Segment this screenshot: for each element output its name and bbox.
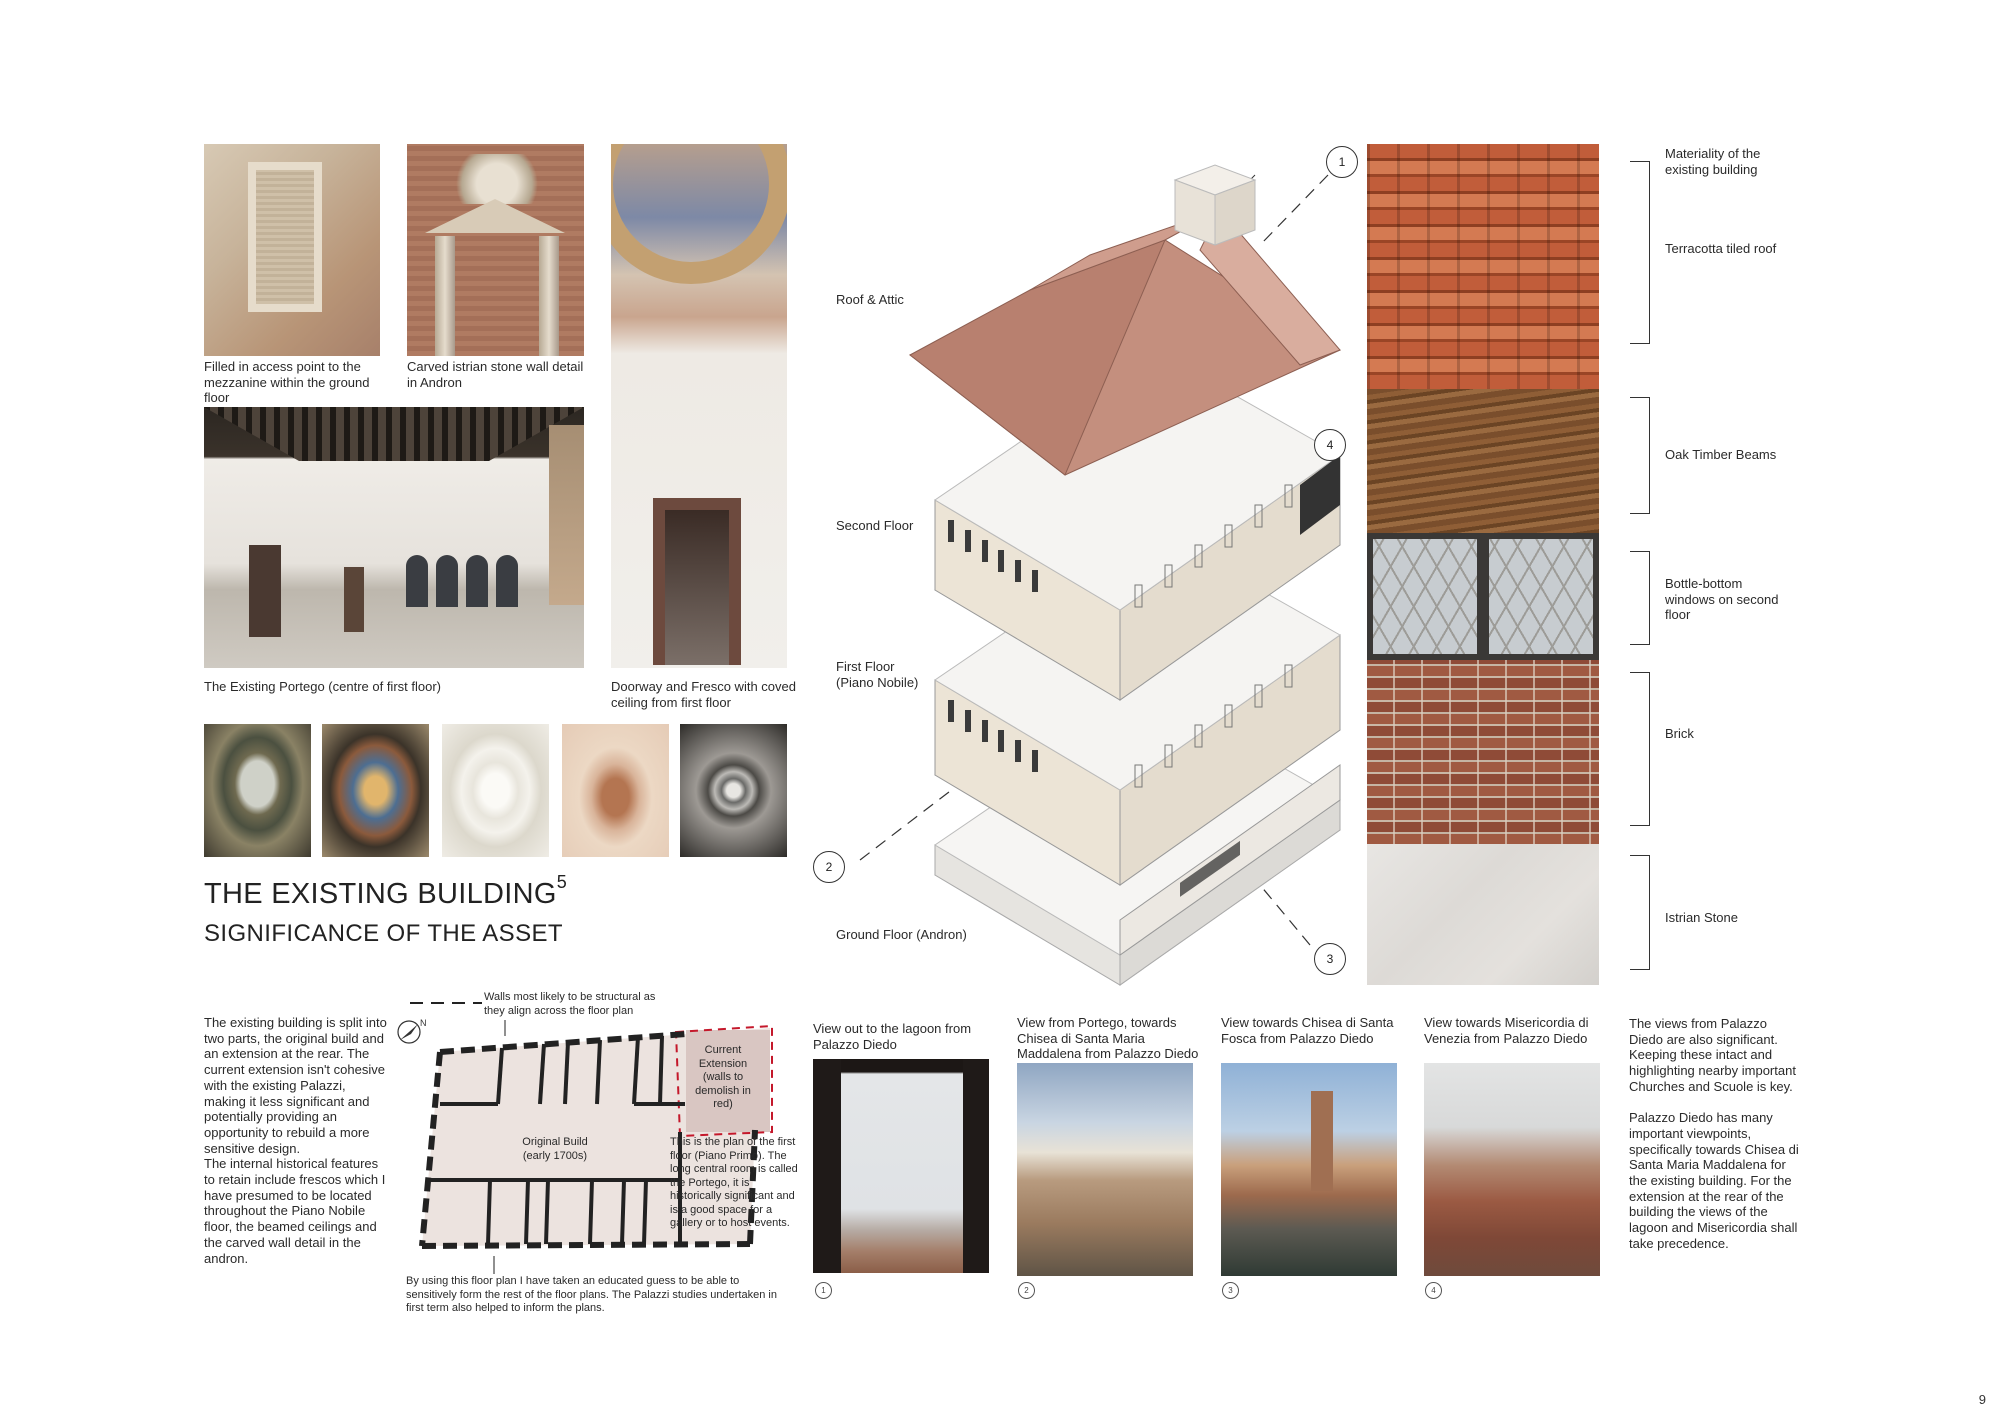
- fresco-thumbnail: [680, 724, 787, 857]
- material-istrian-stone: [1367, 844, 1599, 985]
- plan-note: This is the plan of the first floor (Piano Primo). The long central room is called the Portego, it is historically significant and is a good space for a gallery or to host events.: [670, 1136, 798, 1229]
- photo-portego: [204, 407, 584, 668]
- material-label: Terracotta tiled roof: [1665, 241, 1777, 256]
- material-brick: [1367, 660, 1599, 844]
- bracket: [1630, 855, 1650, 970]
- view-number: 2: [1018, 1282, 1035, 1299]
- material-label: Brick: [1665, 726, 1694, 741]
- caption-portego: The Existing Portego (centre of first floor): [204, 679, 441, 694]
- photo-carved-stone: [407, 144, 584, 356]
- view-caption: View from Portego, towards Chisea di Santa Maria Maddalena from Palazzo Diedo: [1017, 1015, 1199, 1061]
- materials-header: Materiality of the existing building: [1665, 146, 1761, 177]
- view-number: 1: [815, 1282, 832, 1299]
- bracket: [1630, 551, 1650, 645]
- fresco-thumbnail: [204, 724, 311, 857]
- extension-label: Current Extension (walls to demolish in red): [695, 1044, 751, 1110]
- legend-dash-line: [410, 1000, 482, 1006]
- bracket: [1630, 161, 1650, 344]
- material-label: Istrian Stone: [1665, 910, 1738, 925]
- bracket: [1630, 672, 1650, 826]
- material-oak: [1367, 389, 1599, 533]
- svg-text:N: N: [420, 1018, 427, 1028]
- page-title: THE EXISTING BUILDING$^5$: [204, 872, 568, 910]
- marker-2: 2: [813, 851, 845, 883]
- fresco-thumbnail: [562, 724, 669, 857]
- floor-label-ground: Ground Floor (Andron): [836, 927, 967, 942]
- material-label: Bottle-bottom windows on second floor: [1665, 576, 1779, 622]
- view-photo-maddalena: [1017, 1063, 1193, 1276]
- photo-filled-access-point: [204, 144, 380, 356]
- floor-label-first: First Floor (Piano Nobile): [836, 659, 919, 690]
- marker-3: 3: [1314, 943, 1346, 975]
- page-number: 9: [1978, 1392, 1986, 1407]
- floor-label-second: Second Floor: [836, 518, 914, 533]
- caption-filled-access: Filled in access point to the mezzanine within the ground floor: [204, 359, 370, 405]
- view-caption: View out to the lagoon from Palazzo Diedo: [813, 1021, 972, 1052]
- original-build-label: Original Build (early 1700s): [522, 1136, 588, 1162]
- view-photo-lagoon: [813, 1059, 989, 1273]
- material-window: [1367, 533, 1599, 660]
- caption-doorway-fresco: Doorway and Fresco with coved ceiling from first floor: [611, 679, 796, 710]
- page-subtitle: SIGNIFICANCE OF THE ASSET: [204, 920, 563, 947]
- description-text: The existing building is split into two parts, the original build and an extension at the rear. The current extension isn't cohesive with the existing Palazzi, making it less significant and potentially providing an opportunity to rebuild a more sensitive design. The internal historical features to retain include frescos which I have presumed to be located throughout the Piano Nobile floor, the beamed ceilings and the carved wall detail in the andron.: [204, 1015, 387, 1266]
- view-photo-santa-fosca: [1221, 1063, 1397, 1276]
- bracket: [1630, 397, 1650, 514]
- fresco-thumbnail: [322, 724, 429, 857]
- view-number: 4: [1425, 1282, 1442, 1299]
- floor-label-roof: Roof & Attic: [836, 292, 904, 307]
- views-text: The views from Palazzo Diedo are also significant. Keeping these intact and highlighting nearby important Churches and Scuole is key. Palazzo Diedo has many important viewpoints, specifically towards Chisea di Santa Maria Maddalena for the existing building. For the extension at the rear of the building the views of the lagoon and Misericordia shall take precedence.: [1629, 1016, 1799, 1251]
- plan-footer: By using this floor plan I have taken an educated guess to be able to sensitively form the rest of the floor plans. The Palazzi studies undertaken in first term also helped to inform the plans.: [406, 1275, 777, 1314]
- marker-1: 1: [1326, 146, 1358, 178]
- view-caption: View towards Misericordia di Venezia from Palazzo Diedo: [1424, 1015, 1589, 1046]
- fresco-thumbnail: [442, 724, 549, 857]
- material-terracotta: [1367, 144, 1599, 389]
- photo-doorway-fresco: [611, 144, 787, 668]
- material-label: Oak Timber Beams: [1665, 447, 1777, 462]
- marker-4: 4: [1314, 429, 1346, 461]
- view-photo-misericordia: [1424, 1063, 1600, 1276]
- caption-carved-stone: Carved istrian stone wall detail in Andron: [407, 359, 584, 390]
- view-number: 3: [1222, 1282, 1239, 1299]
- view-caption: View towards Chisea di Santa Fosca from Palazzo Diedo: [1221, 1015, 1394, 1046]
- plan-legend: Walls most likely to be structural as they align across the floor plan: [484, 991, 656, 1017]
- exploded-axonometric: [820, 140, 1380, 1000]
